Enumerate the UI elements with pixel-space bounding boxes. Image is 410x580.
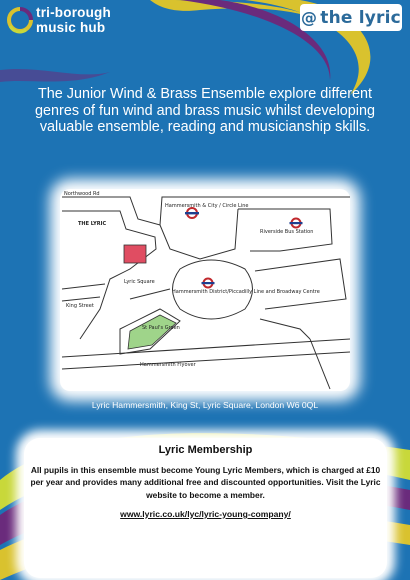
membership-title: Lyric Membership — [158, 444, 253, 456]
map-label-st-pauls: St Paul's Green — [142, 325, 180, 331]
logo-line-1: tri-borough — [36, 5, 111, 20]
lyric-website-link[interactable]: www.lyric.co.uk/lyc/lyric-young-company/ — [120, 508, 291, 519]
map-drawing — [60, 189, 350, 391]
map-label-hammersmith-city: Hammersmith & City / Circle Line — [165, 203, 249, 209]
logo-line-2: music hub — [36, 20, 106, 35]
intro-text: The Junior Wind & Brass Ensemble explore different genres of fun wind and brass music whilst developing valuable ensemble, reading and musicianship skills. — [35, 86, 375, 136]
membership-panel — [24, 438, 387, 578]
map-label-lyric-square: Lyric Square — [124, 279, 155, 285]
venue-address: Lyric Hammersmith, King St, Lyric Square, London W6 0QL — [91, 400, 319, 410]
underground-icon — [185, 208, 199, 218]
underground-icon — [202, 279, 215, 288]
map-label-northwood: Northwood Rd — [64, 191, 100, 197]
map-label-flyover: Hammersmith Flyover — [140, 362, 196, 368]
map-label-hammersmith-district: Hammersmith District/Piccadilly Line and Broadway Centre — [172, 289, 320, 295]
map-label-bus-station: Riverside Bus Station — [260, 229, 314, 235]
the-lyric-logo — [300, 4, 402, 31]
lyric-building-marker — [124, 245, 146, 263]
map-label-king-street: King Street — [66, 303, 94, 309]
tri-borough-logo — [4, 4, 124, 38]
tri-borough-mark-icon — [4, 6, 36, 34]
underground-icon — [290, 219, 303, 228]
lyric-name: the lyric — [320, 7, 401, 28]
map-label-the-lyric: THE LYRIC — [78, 221, 107, 227]
location-map — [60, 189, 350, 391]
membership-body: All pupils in this ensemble must become Young Lyric Members, which is charged at £10 per year and provides many additional free and discounted opportunities. Visit the Lyric website to become a member. — [30, 465, 381, 500]
lyric-at-symbol: @ — [301, 8, 318, 27]
